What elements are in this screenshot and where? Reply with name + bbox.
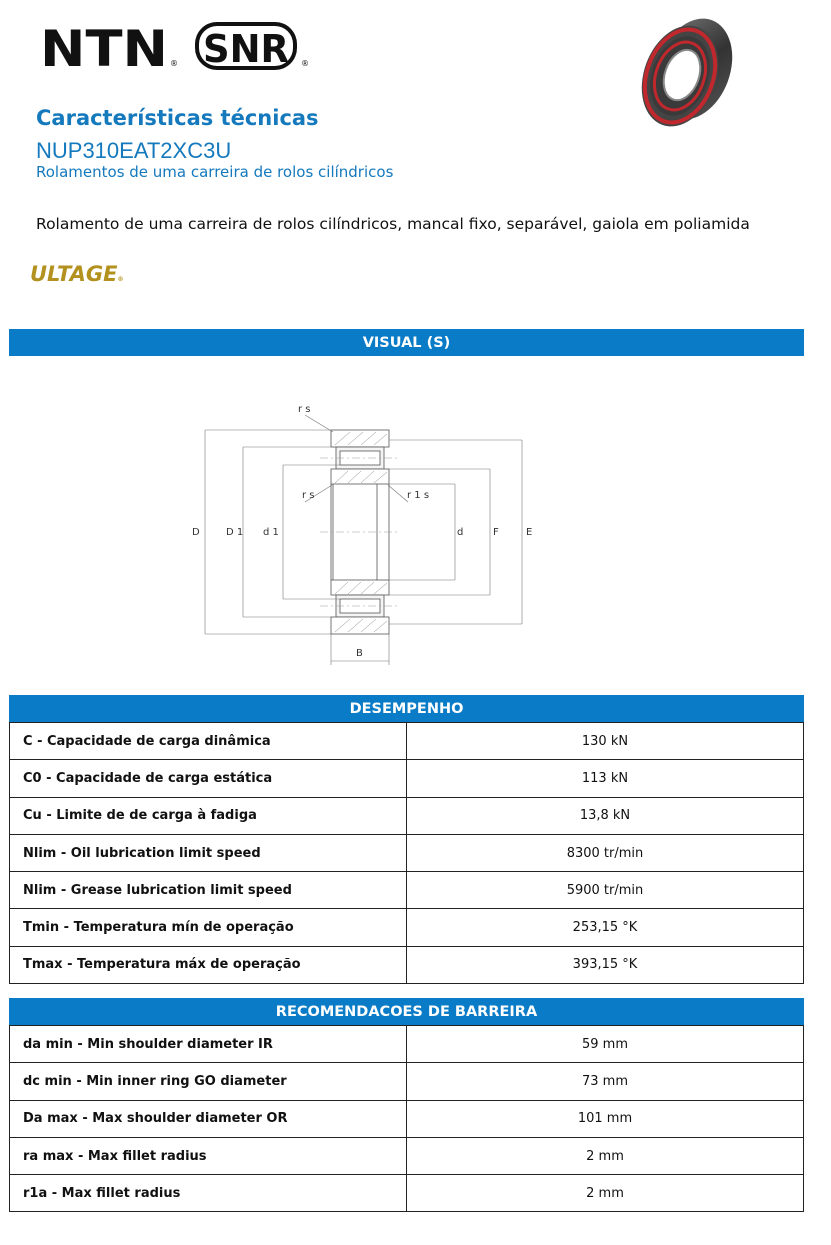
spec-value: 2 mm	[407, 1175, 804, 1212]
bearing-3d-image	[632, 14, 737, 132]
spec-label: Cu - Limite de de carga à fadiga	[10, 797, 407, 834]
page-title: Características técnicas	[36, 106, 319, 130]
ntn-logo	[40, 22, 180, 72]
ultage-logo-text: ULTAGE	[30, 262, 118, 286]
table-row	[10, 872, 804, 909]
spec-value: 13,8 kN	[407, 797, 804, 834]
spec-value: 2 mm	[407, 1137, 804, 1174]
table-row	[10, 723, 804, 760]
table-row	[10, 1063, 804, 1100]
drawing-label-d1: d 1	[263, 527, 279, 538]
ultage-logo	[30, 262, 124, 286]
spec-label: Tmin - Temperatura mín de operação	[10, 909, 407, 946]
drawing-label-D: D	[192, 527, 200, 538]
snr-logo-text: SNR	[203, 27, 289, 71]
product-description: Rolamento de uma carreira de rolos cilíndricos, mancal fixo, separável, gaiola em poliamida	[36, 215, 750, 233]
spec-value: 101 mm	[407, 1100, 804, 1137]
spec-value: 393,15 °K	[407, 946, 804, 983]
table-row	[10, 1026, 804, 1063]
spec-value: 8300 tr/min	[407, 834, 804, 871]
ntn-logo-text: NTN	[40, 22, 168, 72]
snr-registered-mark: ®	[301, 59, 309, 68]
spec-value: 73 mm	[407, 1063, 804, 1100]
barrier-section-header: RECOMENDACOES DE BARREIRA	[9, 998, 804, 1025]
barrier-table	[9, 1025, 804, 1212]
table-row	[10, 1175, 804, 1212]
spec-label: dc min - Min inner ring GO diameter	[10, 1063, 407, 1100]
spec-label: Nlim - Grease lubrication limit speed	[10, 872, 407, 909]
model-number: NUP310EAT2XC3U	[36, 138, 232, 163]
spec-label: Da max - Max shoulder diameter OR	[10, 1100, 407, 1137]
drawing-label-D1: D 1	[226, 527, 244, 538]
table-row	[10, 797, 804, 834]
drawing-label-r1s: r 1 s	[407, 490, 430, 501]
table-row	[10, 834, 804, 871]
spec-label: r1a - Max fillet radius	[10, 1175, 407, 1212]
drawing-label-rs-top: r s	[298, 404, 311, 415]
drawing-label-rs-mid: r s	[302, 490, 315, 501]
table-row	[10, 1100, 804, 1137]
table-row	[10, 909, 804, 946]
table-row	[10, 946, 804, 983]
spec-value: 5900 tr/min	[407, 872, 804, 909]
spec-label: da min - Min shoulder diameter IR	[10, 1026, 407, 1063]
spec-label: ra max - Max fillet radius	[10, 1137, 407, 1174]
spec-label: C - Capacidade de carga dinâmica	[10, 723, 407, 760]
drawing-label-E: E	[526, 527, 533, 538]
drawing-label-F: F	[493, 527, 499, 538]
visual-section-header: VISUAL (S)	[9, 329, 804, 356]
spec-label: Tmax - Temperatura máx de operação	[10, 946, 407, 983]
spec-value: 253,15 °K	[407, 909, 804, 946]
performance-section-header: DESEMPENHO	[9, 695, 804, 722]
drawing-label-B: B	[356, 648, 363, 659]
spec-value: 130 kN	[407, 723, 804, 760]
spec-value: 59 mm	[407, 1026, 804, 1063]
drawing-label-d: d	[457, 527, 464, 538]
ntn-registered-mark: ®	[170, 59, 178, 68]
snr-logo	[193, 20, 318, 75]
bearing-technical-drawing	[180, 395, 550, 670]
ultage-registered-mark: ®	[117, 276, 124, 283]
spec-label: Nlim - Oil lubrication limit speed	[10, 834, 407, 871]
performance-table	[9, 722, 804, 984]
product-subtitle: Rolamentos de uma carreira de rolos cilíndricos	[36, 163, 394, 181]
table-row	[10, 760, 804, 797]
spec-value: 113 kN	[407, 760, 804, 797]
spec-label: C0 - Capacidade de carga estática	[10, 760, 407, 797]
table-row	[10, 1137, 804, 1174]
